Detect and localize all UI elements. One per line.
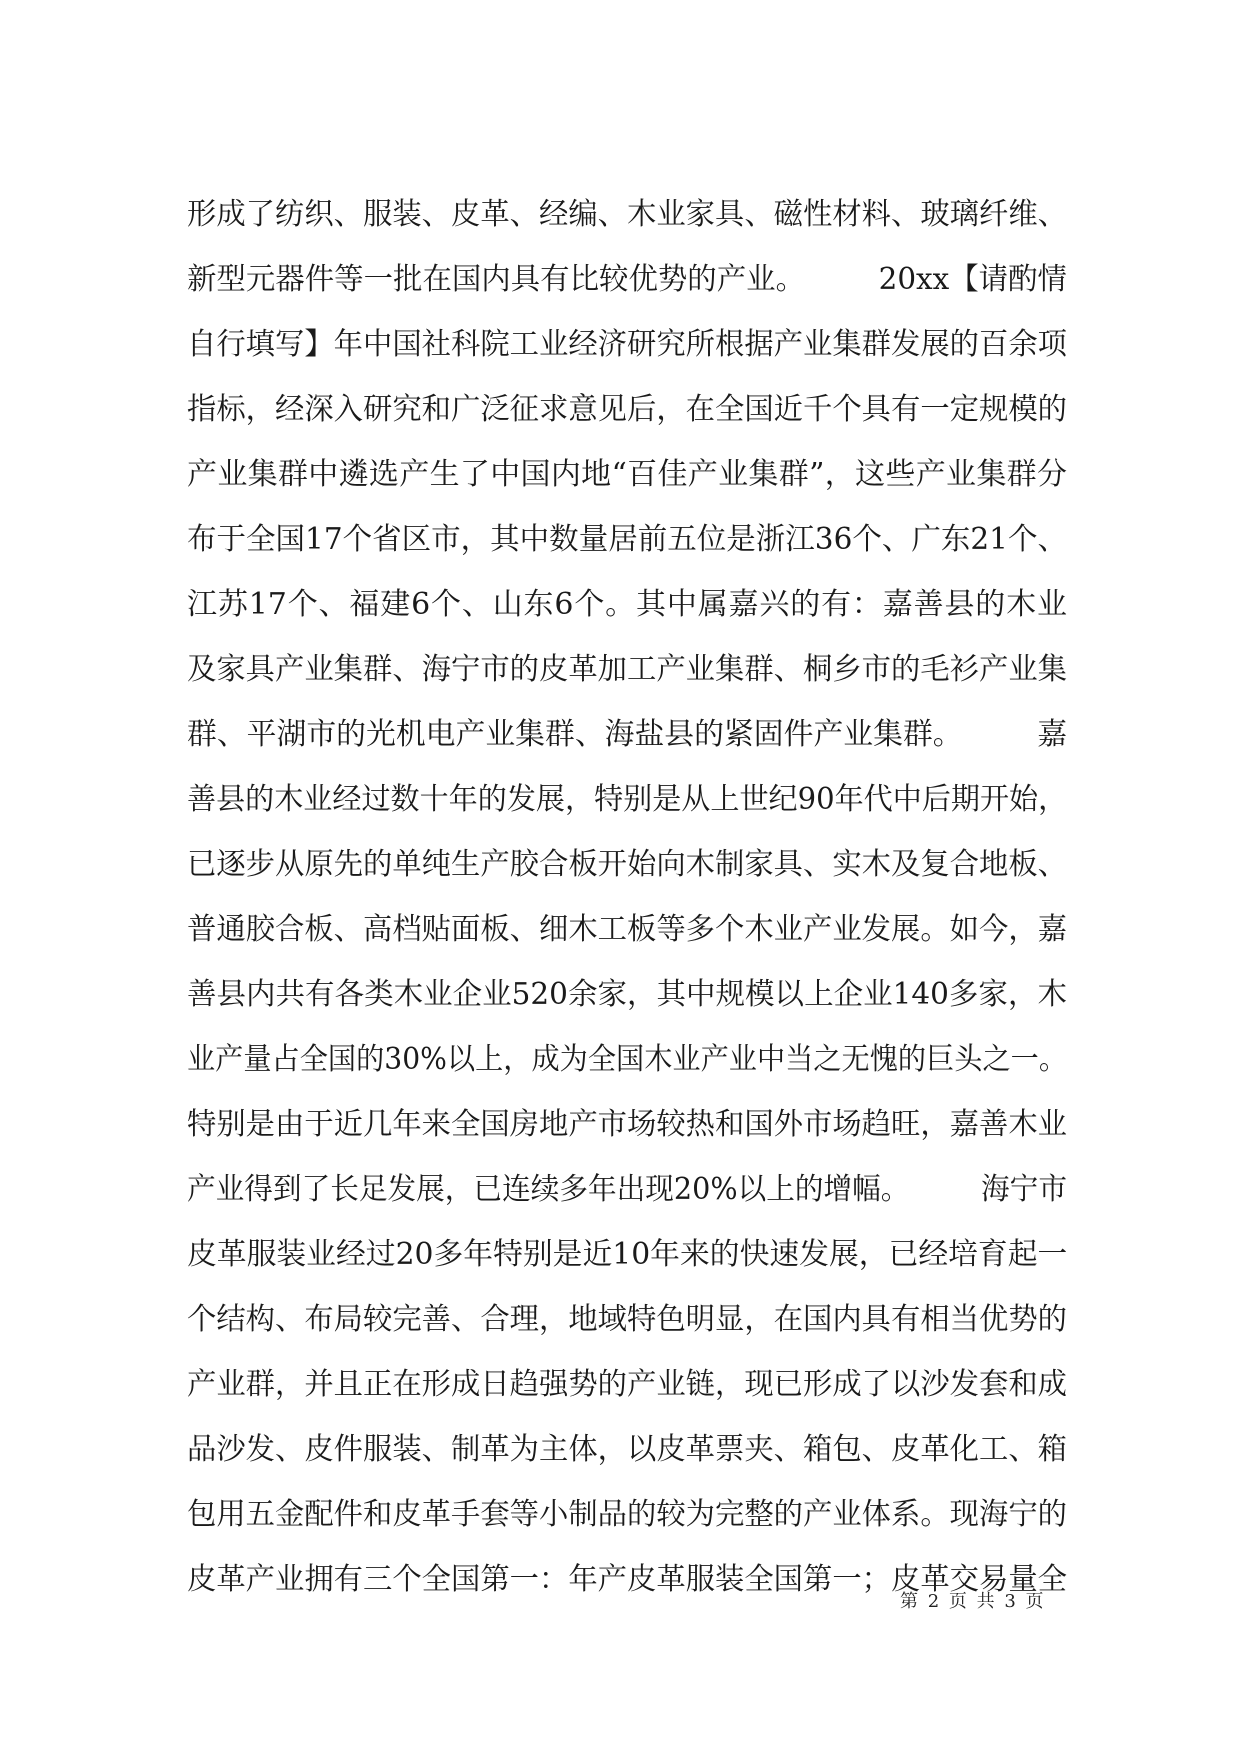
text-line: 普通胶合板、高档贴面板、细木工板等多个木业产业发展。如今，嘉	[187, 912, 1068, 947]
text-line: 包用五金配件和皮革手套等小制品的较为完整的产业体系。现海宁的	[187, 1497, 1068, 1532]
text-line: 产业群，并且正在形成日趋强势的产业链，现已形成了以沙发套和成	[187, 1367, 1068, 1402]
text-line: 产业集群中遴选产生了中国内地“百佳产业集群”，这些产业集群分	[187, 457, 1067, 492]
text-line: 指标，经深入研究和广泛征求意见后，在全国近千个具有一定规模的	[187, 392, 1068, 427]
text-line: 群、平湖市的光机电产业集群、海盐县的紧固件产业集群。 嘉	[187, 717, 1068, 752]
text-line: 自行填写】年中国社科院工业经济研究所根据产业集群发展的百余项	[187, 327, 1068, 362]
text-line: 皮革服装业经过20多年特别是近10年来的快速发展，已经培育起一	[187, 1237, 1068, 1272]
text-line: 皮革产业拥有三个全国第一：年产皮革服装全国第一；皮革交易量全	[187, 1562, 1068, 1597]
text-line: 已逐步从原先的单纯生产胶合板开始向木制家具、实木及复合地板、	[187, 847, 1068, 882]
text-line: 产业得到了长足发展，已连续多年出现20%以上的增幅。 海宁市	[187, 1172, 1067, 1207]
text-line: 善县内共有各类木业企业520余家，其中规模以上企业140多家，木	[187, 977, 1067, 1012]
body-text	[187, 182, 1067, 1612]
text-line: 形成了纺织、服装、皮革、经编、木业家具、磁性材料、玻璃纤维、	[187, 197, 1068, 232]
text-line: 品沙发、皮件服装、制革为主体，以皮革票夹、箱包、皮革化工、箱	[187, 1432, 1068, 1467]
text-line: 布于全国17个省区市，其中数量居前五位是浙江36个、广东21个、	[187, 522, 1067, 557]
text-line: 及家具产业集群、海宁市的皮革加工产业集群、桐乡市的毛衫产业集	[187, 652, 1068, 687]
text-line: 江苏17个、福建6个、山东6个。其中属嘉兴的有：嘉善县的木业	[187, 587, 1067, 622]
text-line: 新型元器件等一批在国内具有比较优势的产业。 20xx【请酌情	[187, 262, 1067, 297]
text-line: 特别是由于近几年来全国房地产市场较热和国外市场趋旺，嘉善木业	[187, 1107, 1068, 1142]
text-line: 业产量占全国的30%以上，成为全国木业产业中当之无愧的巨头之一。	[187, 1042, 1068, 1077]
page-number-footer: 第 2 页 共 3 页	[900, 1591, 1046, 1612]
text-line: 善县的木业经过数十年的发展，特别是从上世纪90年代中后期开始，	[187, 782, 1068, 817]
text-line: 个结构、布局较完善、合理，地域特色明显，在国内具有相当优势的	[187, 1302, 1068, 1337]
